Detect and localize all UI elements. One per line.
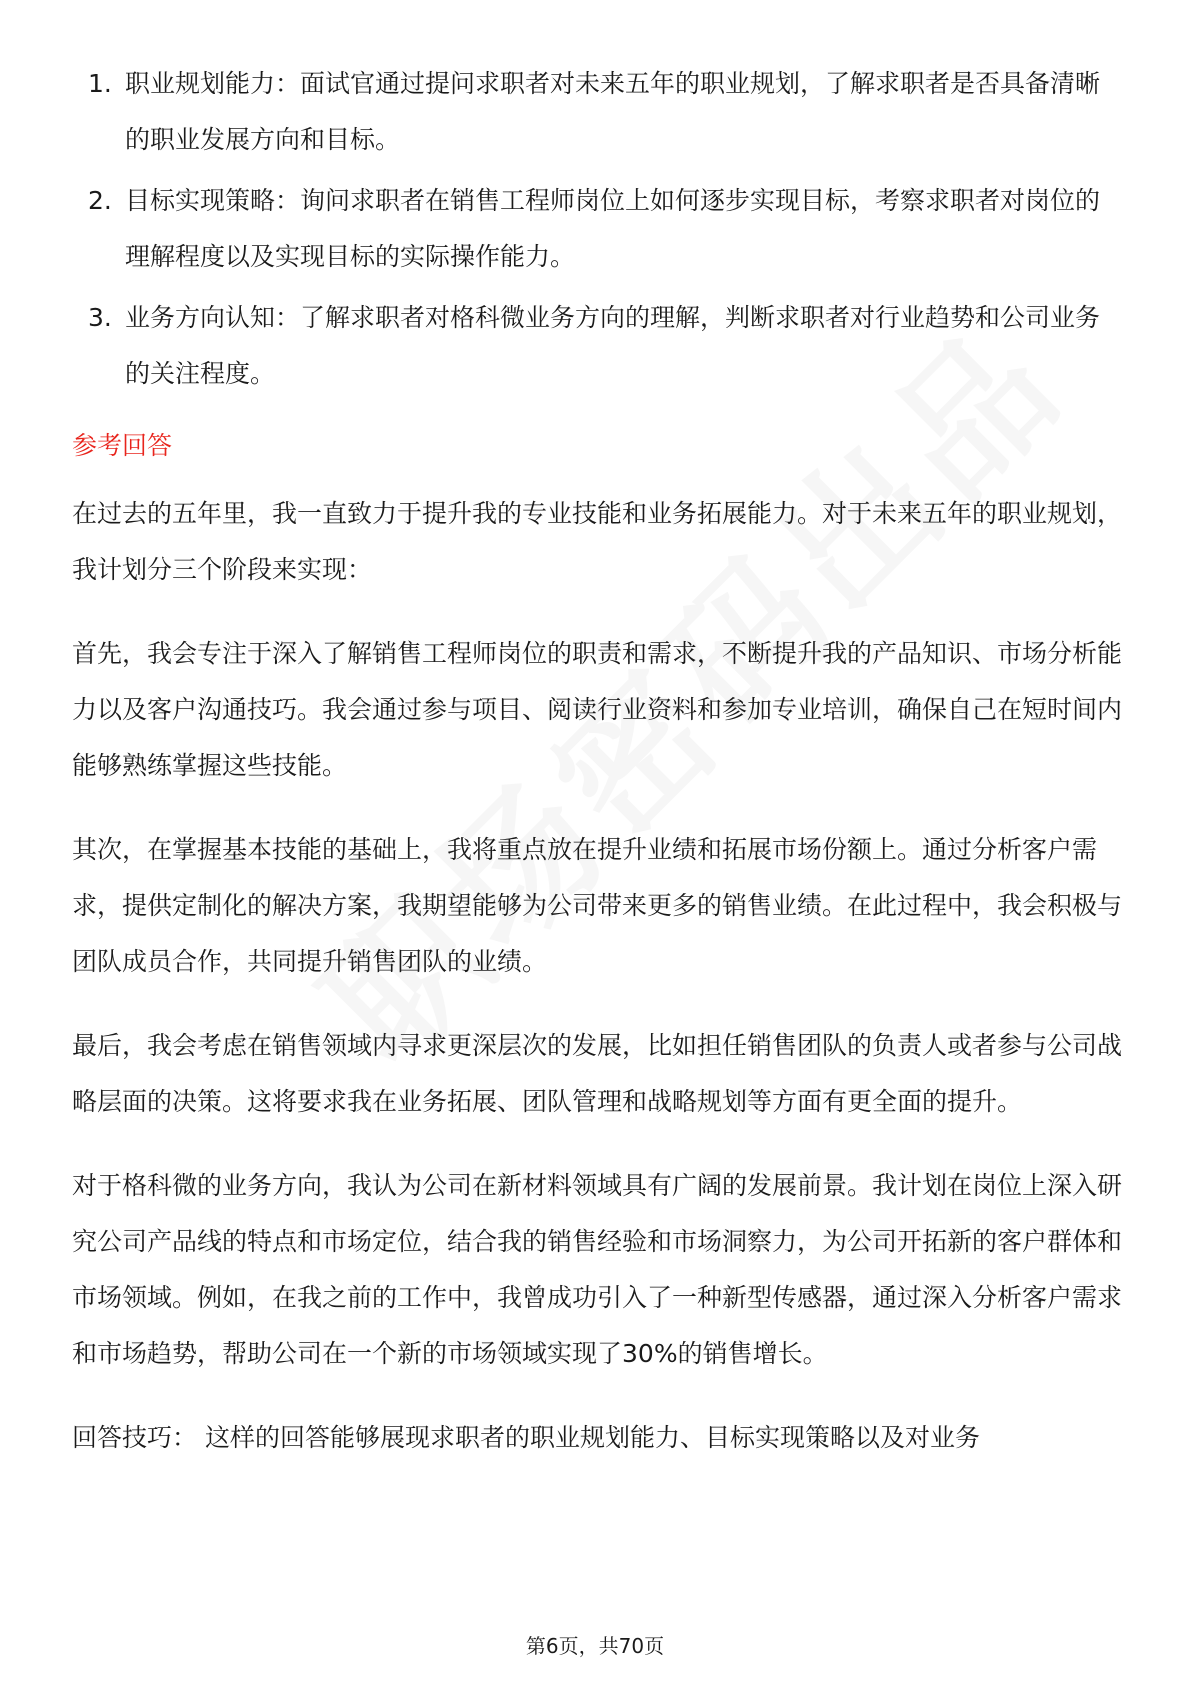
- list-item-number: 3.: [88, 303, 112, 332]
- answer-tips-paragraph: 回答技巧： 这样的回答能够展现求职者的职业规划能力、目标实现策略以及对业务: [72, 1423, 980, 1452]
- list-item: [72, 56, 1122, 168]
- paragraph: 其次，在掌握基本技能的基础上，我将重点放在提升业绩和拓展市场份额上。通过分析客户需求，提供定制化的解决方案，我期望能够为公司带来更多的销售业绩。在此过程中，我会积极与团队成员合作，共同提升销售团队的业绩。: [72, 835, 1123, 976]
- page-footer: 第6页，共70页: [525, 1634, 665, 1658]
- list-item-text: 业务方向认知：了解求职者对格科微业务方向的理解，判断求职者对行业趋势和公司业务的关注程度。: [125, 303, 1101, 388]
- document-body: [72, 56, 1122, 1494]
- list-item: [72, 290, 1122, 402]
- interview-points-list: [72, 56, 1122, 402]
- list-item-number: 1.: [88, 69, 112, 98]
- list-item-number: 2.: [88, 186, 112, 215]
- paragraph: 首先，我会专注于深入了解销售工程师岗位的职责和需求，不断提升我的产品知识、市场分析能力以及客户沟通技巧。我会通过参与项目、阅读行业资料和参加专业培训，确保自己在短时间内能够熟练掌握这些技能。: [72, 639, 1123, 780]
- paragraph: 最后，我会考虑在销售领域内寻求更深层次的发展，比如担任销售团队的负责人或者参与公司战略层面的决策。这将要求我在业务拓展、团队管理和战略规划等方面有更全面的提升。: [72, 1031, 1123, 1116]
- paragraph: 在过去的五年里，我一直致力于提升我的专业技能和业务拓展能力。对于未来五年的职业规划，我计划分三个阶段来实现：: [72, 499, 1123, 584]
- list-item: [72, 173, 1122, 285]
- list-item-text: 职业规划能力：面试官通过提问求职者对未来五年的职业规划，了解求职者是否具备清晰的职业发展方向和目标。: [125, 69, 1101, 154]
- list-item-text: 目标实现策略：询问求职者在销售工程师岗位上如何逐步实现目标，考察求职者对岗位的理解程度以及实现目标的实际操作能力。: [125, 186, 1101, 271]
- section-title: 参考回答: [72, 431, 173, 460]
- paragraph: 对于格科微的业务方向，我认为公司在新材料领域具有广阔的发展前景。我计划在岗位上深入研究公司产品线的特点和市场定位，结合我的销售经验和市场洞察力，为公司开拓新的客户群体和市场领域。例如，在我之前的工作中，我曾成功引入了一种新型传感器，通过深入分析客户需求和市场趋势，帮助公司在一个新的市场领域实现了30%的销售增长。: [72, 1171, 1123, 1368]
